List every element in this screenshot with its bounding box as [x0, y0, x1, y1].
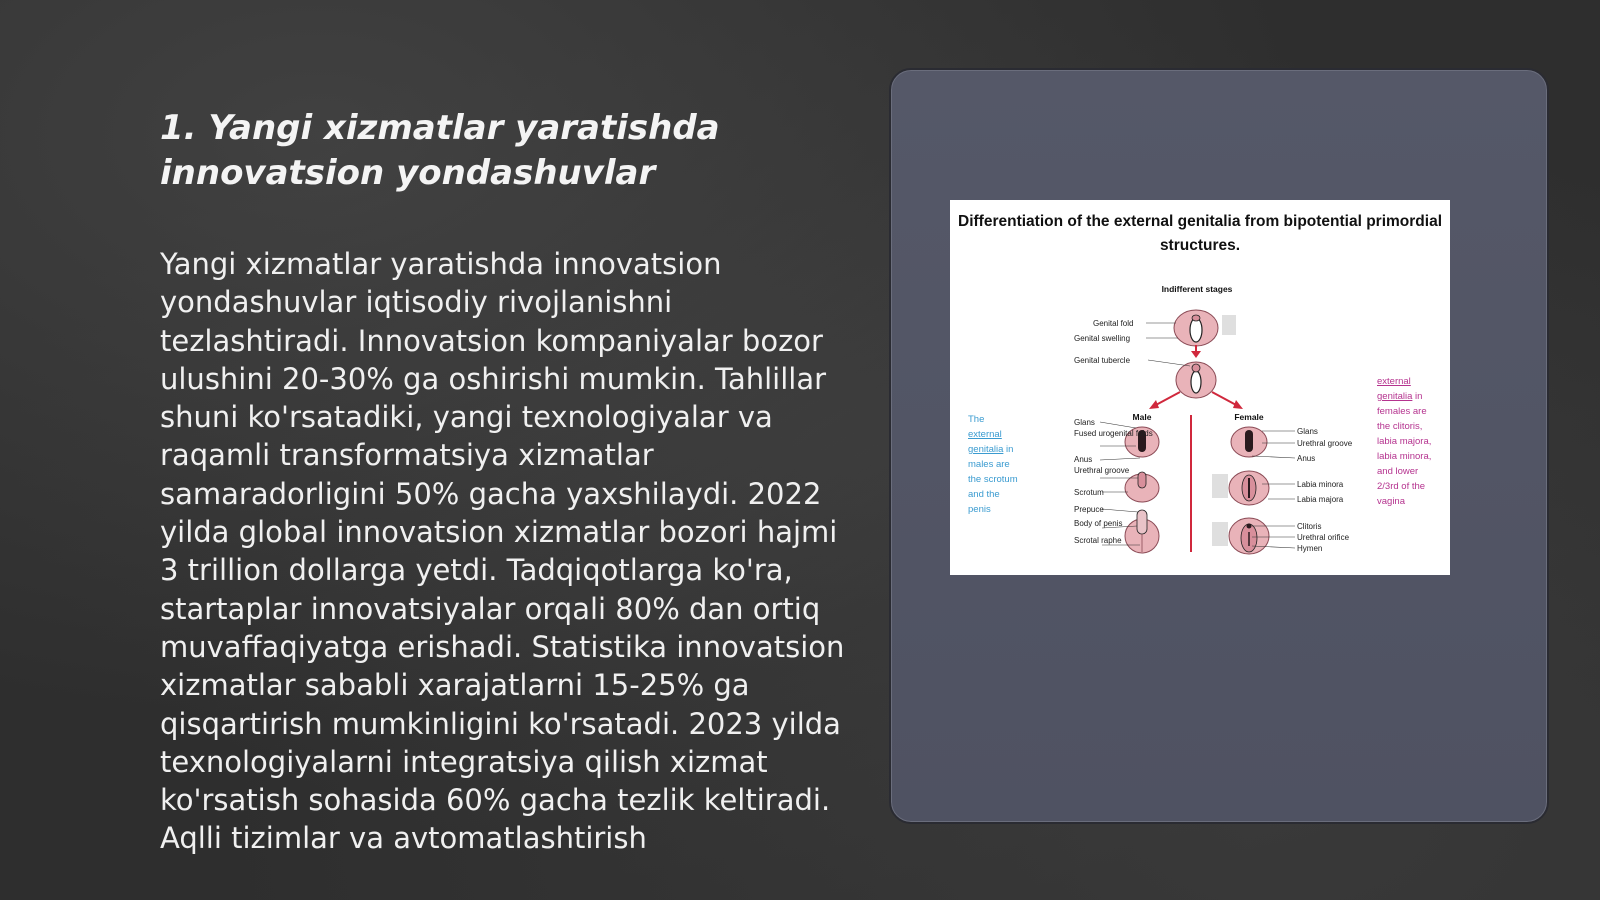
label-genital-swelling: Genital swelling — [1074, 334, 1131, 343]
female-heading: Female — [1234, 412, 1264, 422]
female-label-urethral-groove: Urethral groove — [1297, 439, 1353, 448]
female-note — [1377, 374, 1439, 509]
female-label-glans: Glans — [1297, 427, 1318, 436]
figure-title: Differentiation of the external genitalia from bipotential primordial structures. — [958, 213, 1442, 254]
female-stage-2 — [1212, 471, 1269, 505]
slide-body-text: Yangi xizmatlar yaratishda innovatsion yondashuvlar iqtisodiy rivojlanishni tezlashtiradi. Innovatsion kompaniyalar bozor ulushini 20-30% ga oshirishi mumkin. Tahlillar shuni ko'rsatadiki, yangi texnologiyalar va raqamli transformatsiya xizmatlar samaradorligini 50% gacha yaxshilaydi. 2022 yilda global innovatsion xizmatlar bozori hajmi 3 trillion dollarga yetdi. Tadqiqotlarga ko'ra, startaplar innovatsiyalar orqali 80% dan ortiq muvaffaqiyatga erishadi. Statistika innovatsion xizmatlar sababli xarajatlarni 15-25% ga qisqartirish mumkinligini ko'rsatadi. 2023 yilda texnologiyalarni integratsiya qilish xizmat ko'rsatish sohasida 60% gacha tezlik keltiradi. Aqlli tizimlar va avtomatlashtirish — [160, 247, 845, 856]
male-note-link[interactable]: external genitalia — [968, 429, 1004, 455]
female-note-rest: in females are the clitoris, labia majora, labia minora, and lower 2/3rd of the vagina — [1377, 391, 1432, 507]
male-note-rest: in males are the scrotum and the penis — [968, 444, 1018, 515]
male-note-prefix: The — [968, 414, 985, 425]
male-note — [968, 412, 1018, 517]
male-label-anus: Anus — [1074, 455, 1093, 464]
figure-image[interactable] — [950, 200, 1450, 575]
male-label-scrotal-raphe: Scrotal raphe — [1074, 536, 1122, 545]
female-label-labia-majora: Labia majora — [1297, 495, 1344, 504]
female-label-hymen: Hymen — [1297, 544, 1323, 553]
female-label-labia-minora: Labia minora — [1297, 480, 1344, 489]
female-stage-3 — [1212, 518, 1269, 554]
male-label-body-of-penis: Body of penis — [1074, 519, 1123, 528]
female-note-link[interactable]: external genitalia — [1377, 376, 1413, 402]
male-label-urethral-groove: Urethral groove — [1074, 466, 1130, 475]
female-label-anus: Anus — [1297, 454, 1316, 463]
female-label-clitoris: Clitoris — [1297, 522, 1322, 531]
male-stage-2 — [1125, 472, 1159, 502]
female-stage-1 — [1231, 427, 1267, 457]
label-genital-fold: Genital fold — [1093, 319, 1134, 328]
slide-title: 1. Yangi xizmatlar yaratishda innovatsion yondashuvlar — [160, 108, 720, 193]
indifferent-stage-top — [1174, 310, 1236, 346]
figure-diagram — [950, 200, 1450, 575]
female-label-urethral-orifice: Urethral orifice — [1297, 533, 1350, 542]
male-heading: Male — [1132, 412, 1152, 422]
label-genital-tubercle: Genital tubercle — [1074, 356, 1131, 365]
male-label-fused-urogenital-folds: Fused urogenital folds — [1074, 429, 1153, 438]
indifferent-stage-label: Indifferent stages — [1161, 284, 1233, 294]
male-stage-3 — [1125, 510, 1159, 553]
indifferent-stage-bottom — [1176, 362, 1216, 398]
male-label-glans: Glans — [1074, 418, 1095, 427]
male-label-scrotum: Scrotum — [1074, 488, 1104, 497]
male-label-prepuce: Prepuce — [1074, 505, 1104, 514]
